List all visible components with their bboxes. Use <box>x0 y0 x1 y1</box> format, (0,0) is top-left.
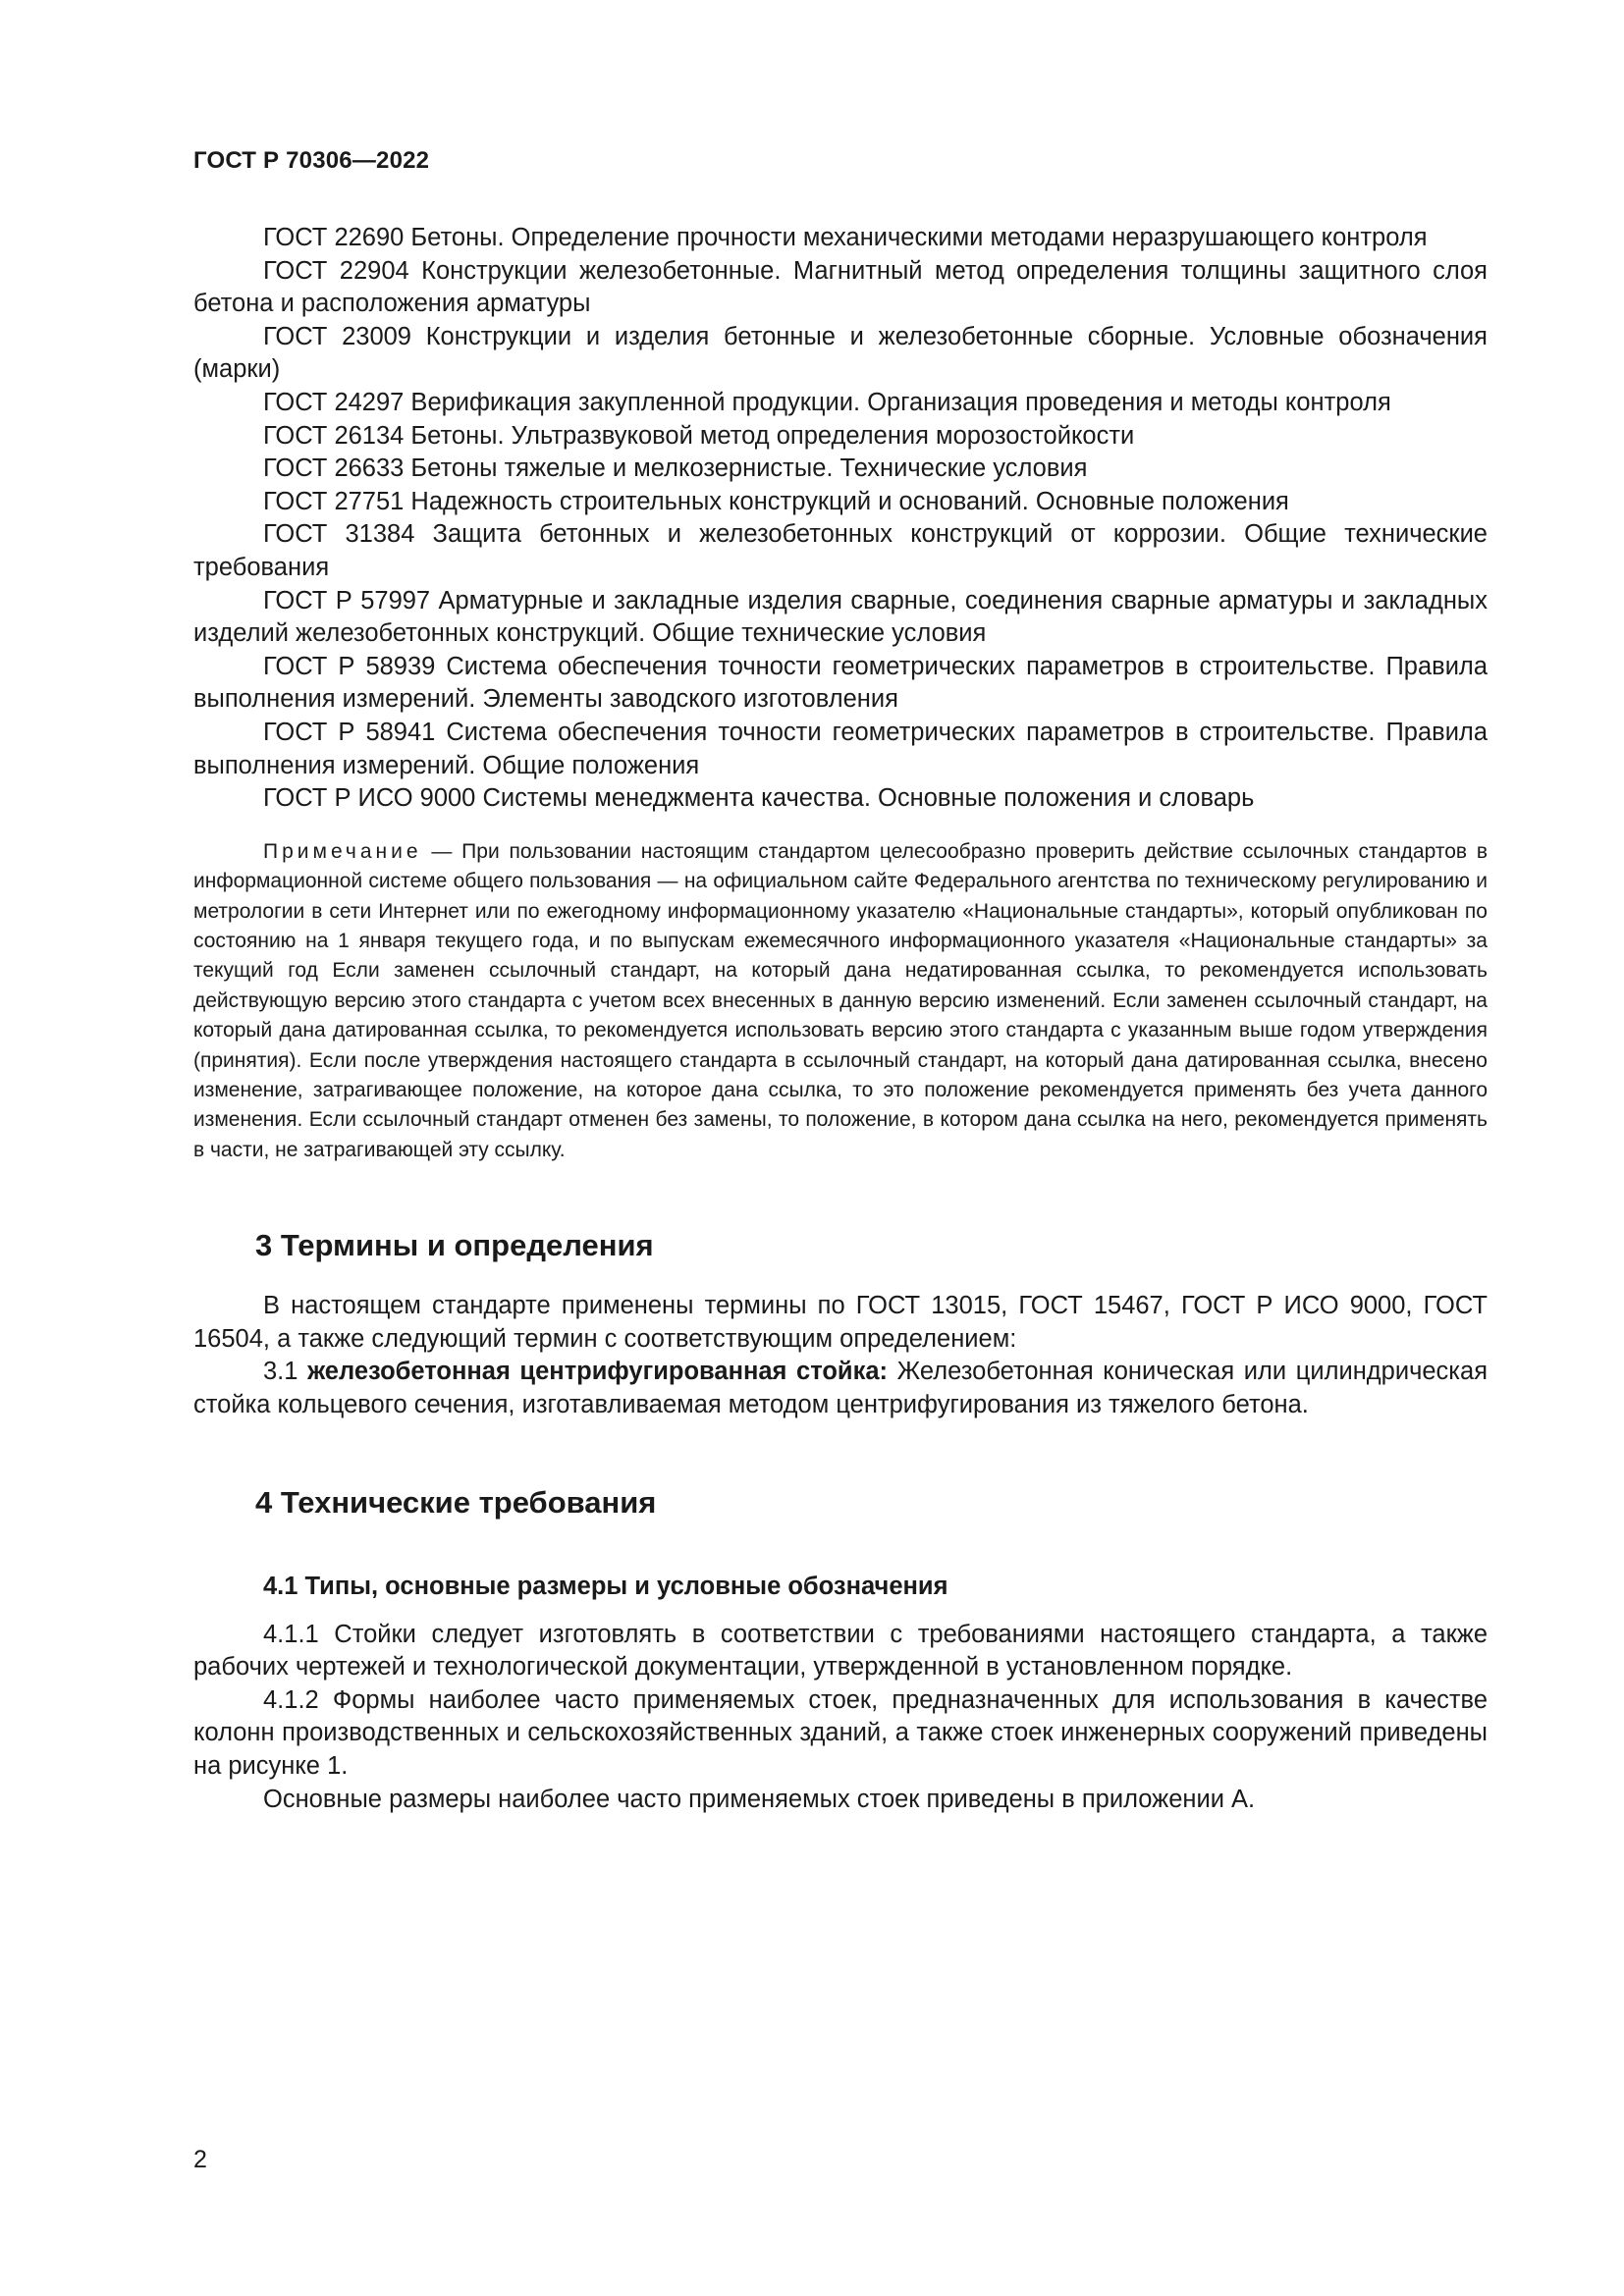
section-4-paragraph: 4.1.1 Стойки следует изготовлять в соответствии с требованиями настоящего стандарта, а также рабочих чертежей и технологической документации, утвержденной в установленном порядке. <box>193 1620 1488 1682</box>
reference-item: ГОСТ 31384 Защита бетонных и железобетонных конструкций от коррозии. Общие технические требования <box>193 520 1488 581</box>
section-4-paragraph: 4.1.2 Формы наиболее часто применяемых стоек, предназначенных для использования в качестве колонн производственных и сельскохозяйственных зданий, а также стоек инженерных сооружений приведены на рисунке 1. <box>193 1685 1488 1780</box>
note-text: — При пользовании настоящим стандартом целесообразно проверить действие ссылочных стандартов в информационной системе общего пользования — на официальном сайте Федерального агентства по техническому регулированию и метрологии в сети Интернет или по ежегодному информационному указателю «Национальные стандарты», который опубликован по состоянию на 1 января текущего года, и по выпускам ежемесячного информационного указателя «Национальные стандарты» за текущий год Если заменен ссылочный стандарт, на который дана недатированная ссылка, то рекомендуется использовать действующую версию этого стандарта с учетом всех внесенных в данную версию изменений. Если заменен ссылочный стандарт, на который дана датированная ссылка, то рекомендуется использовать версию этого стандарта с указанным выше годом утверждения (принятия). Если после утверждения настоящего стандарта в ссылочный стандарт, на который дана датированная ссылка, внесено изменение, затрагивающее положение, на которое дана ссылка, то это положение рекомендуется применять без учета данного изменения. Если ссылочный стандарт отменен без замены, то положение, в котором дана ссылка на него, рекомендуется применять в части, не затрагивающей эту ссылку. <box>193 839 1488 1161</box>
section-4-body <box>193 1619 1488 1817</box>
term-name: железобетонная центрифугированная стойка: <box>307 1358 889 1386</box>
section-3-title: 3 Термины и определения <box>255 1228 654 1263</box>
reference-item: ГОСТ Р 58941 Система обеспечения точности геометрических параметров в строительстве. Правила выполнения измерений. Общие положения <box>193 718 1488 779</box>
section-4-title: 4 Технические требования <box>255 1484 657 1520</box>
reference-item: ГОСТ 22690 Бетоны. Определение прочности механическими методами неразрушающего контроля <box>263 224 1428 251</box>
note-paragraph <box>193 837 1488 1165</box>
reference-item: ГОСТ 26633 Бетоны тяжелые и мелкозернистые. Технические условия <box>263 454 1088 483</box>
normative-references <box>193 222 1488 816</box>
reference-item: ГОСТ 24297 Верификация закупленной продукции. Организация проведения и методы контроля <box>263 388 1391 416</box>
subsection-4-1-title: 4.1 Типы, основные размеры и условные обозначения <box>263 1572 948 1600</box>
term-number: 3.1 <box>263 1358 298 1386</box>
reference-item: ГОСТ 27751 Надежность строительных конструкций и оснований. Основные положения <box>263 487 1289 515</box>
reference-item: ГОСТ 23009 Конструкции и изделия бетонные и железобетонные сборные. Условные обозначения (марки) <box>193 322 1488 384</box>
reference-item: ГОСТ 22904 Конструкции железобетонные. Магнитный метод определения толщины защитного слоя бетона и расположения арматуры <box>193 256 1488 318</box>
page-number: 2 <box>193 2146 207 2173</box>
reference-item: ГОСТ Р 57997 Арматурные и закладные изделия сварные, соединения сварные арматуры и закладных изделий железобетонных конструкций. Общие технические условия <box>193 586 1488 648</box>
page-content <box>193 222 1488 1816</box>
reference-item: ГОСТ 26134 Бетоны. Ультразвуковой метод определения морозостойкости <box>263 421 1135 450</box>
reference-item: ГОСТ Р 58939 Система обеспечения точности геометрических параметров в строительстве. Правила выполнения измерений. Элементы заводского изготовления <box>193 652 1488 714</box>
note-block <box>193 837 1488 1165</box>
section-3-intro: В настоящем стандарте применены термины по ГОСТ 13015, ГОСТ 15467, ГОСТ Р ИСО 9000, ГОСТ 16504, а также следующий термин с соответствующим определением: <box>193 1292 1488 1353</box>
section-3-body <box>193 1290 1488 1421</box>
document-header: ГОСТ Р 70306—2022 <box>193 147 430 174</box>
note-label: Примечание <box>263 839 422 863</box>
reference-item: ГОСТ Р ИСО 9000 Системы менеджмента качества. Основные положения и словарь <box>263 784 1255 813</box>
term-definition <box>193 1356 1488 1421</box>
term-definition-text: Железобетонная коническая или цилиндрическая стойка кольцевого сечения, изготавливаемая методом центрифугирования из тяжелого бетона. <box>193 1358 1489 1418</box>
section-4-paragraph: Основные размеры наиболее часто применяемых стоек приведены в приложении А. <box>263 1785 1256 1813</box>
